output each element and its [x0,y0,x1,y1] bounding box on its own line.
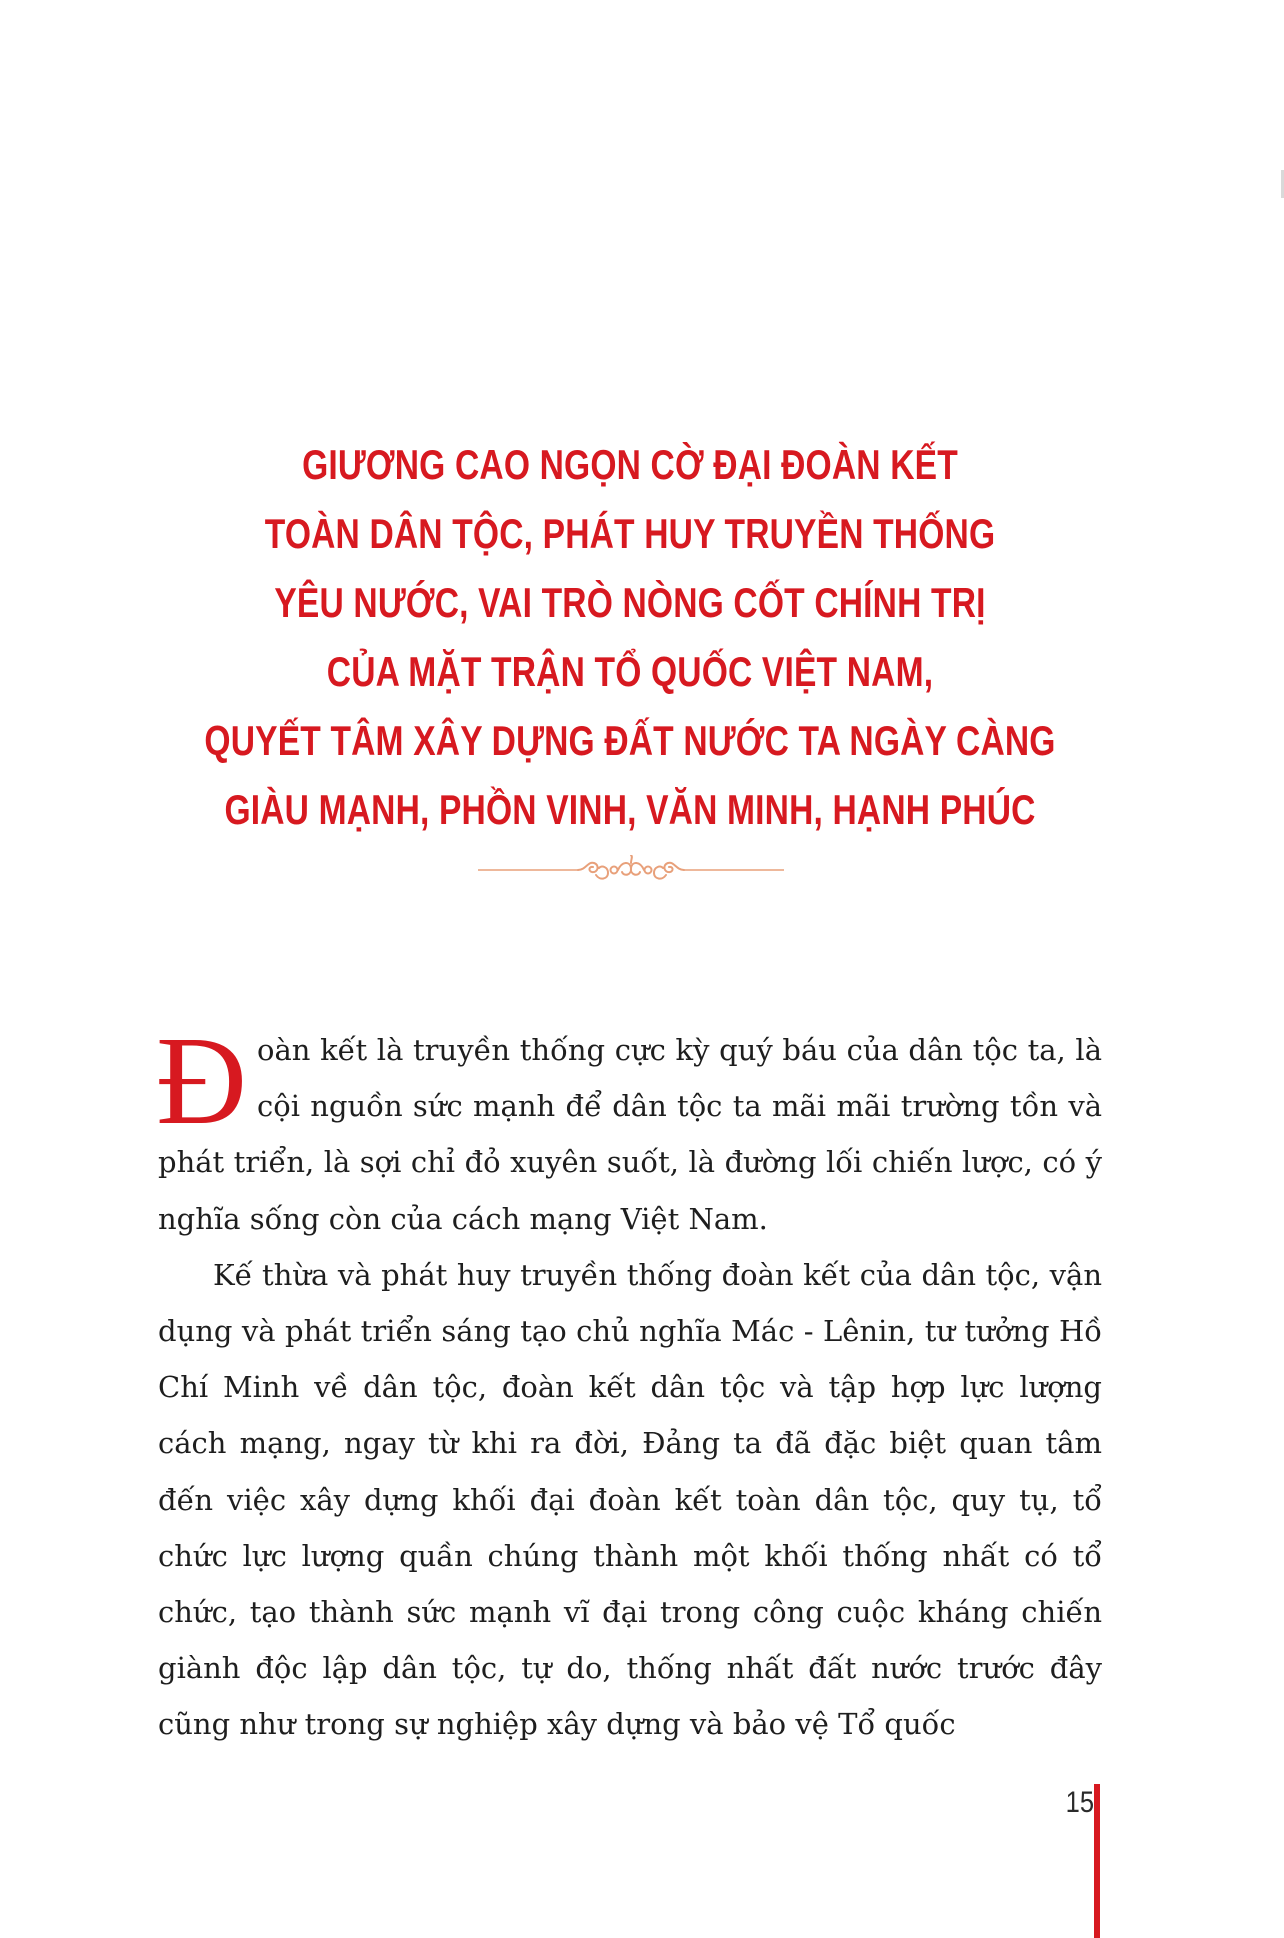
heading-line: GIƯƠNG CAO NGỌN CỜ ĐẠI ĐOÀN KẾT [302,441,958,488]
heading-line: CỦA MẶT TRẬN TỔ QUỐC VIỆT NAM, [326,648,934,695]
page-number: 15 [1065,1786,1094,1819]
heading-line: QUYẾT TÂM XÂY DỰNG ĐẤT NƯỚC TA NGÀY CÀNG [204,717,1056,764]
page-number-rule [1094,1784,1100,1938]
paragraph-1 [156,1012,1102,1247]
heading-line: YÊU NƯỚC, VAI TRÒ NÒNG CỐT CHÍNH TRỊ [274,579,986,626]
paragraph-2: Kế thừa và phát huy truyền thống đoàn kết của dân tộc, vận dụng và phát triển sáng tạo chủ nghĩa Mác - Lênin, tư tưởng Hồ Chí Minh về dân tộc, đoàn kết dân tộc và tập hợp lực lượng cách mạng, ngay từ khi ra đời, Đảng ta đã đặc biệt quan tâm đến việc xây dựng khối đại đoàn kết toàn dân tộc, quy tụ, tổ chức lực lượng quần chúng thành một khối thống nhất có tổ chức, tạo thành sức mạnh vĩ đại trong công cuộc kháng chiến giành độc lập dân tộc, tự do, thống nhất đất nước trước đây cũng như trong sự nghiệp xây dựng và bảo vệ Tổ quốc [158,1257,1102,1742]
drop-cap: Đ [156,1012,247,1151]
chapter-heading [126,430,1134,844]
scroll-ornament-divider-icon [478,855,784,885]
heading-line: TOÀN DÂN TỘC, PHÁT HUY TRUYỀN THỐNG [264,510,996,557]
heading-line: GIÀU MẠNH, PHỒN VINH, VĂN MINH, HẠNH PHÚC [224,786,1036,833]
body-text [156,1012,1102,1753]
paragraph-1-text: oàn kết là truyền thống cực kỳ quý báu của dân tộc ta, là cội nguồn sức mạnh để dân tộc ta mãi mãi trường tồn và phát triển, là sợi chỉ đỏ xuyên suốt, là đường lối chiến lược, có ý nghĩa sống còn của cách mạng Việt Nam. [158,1033,1102,1236]
